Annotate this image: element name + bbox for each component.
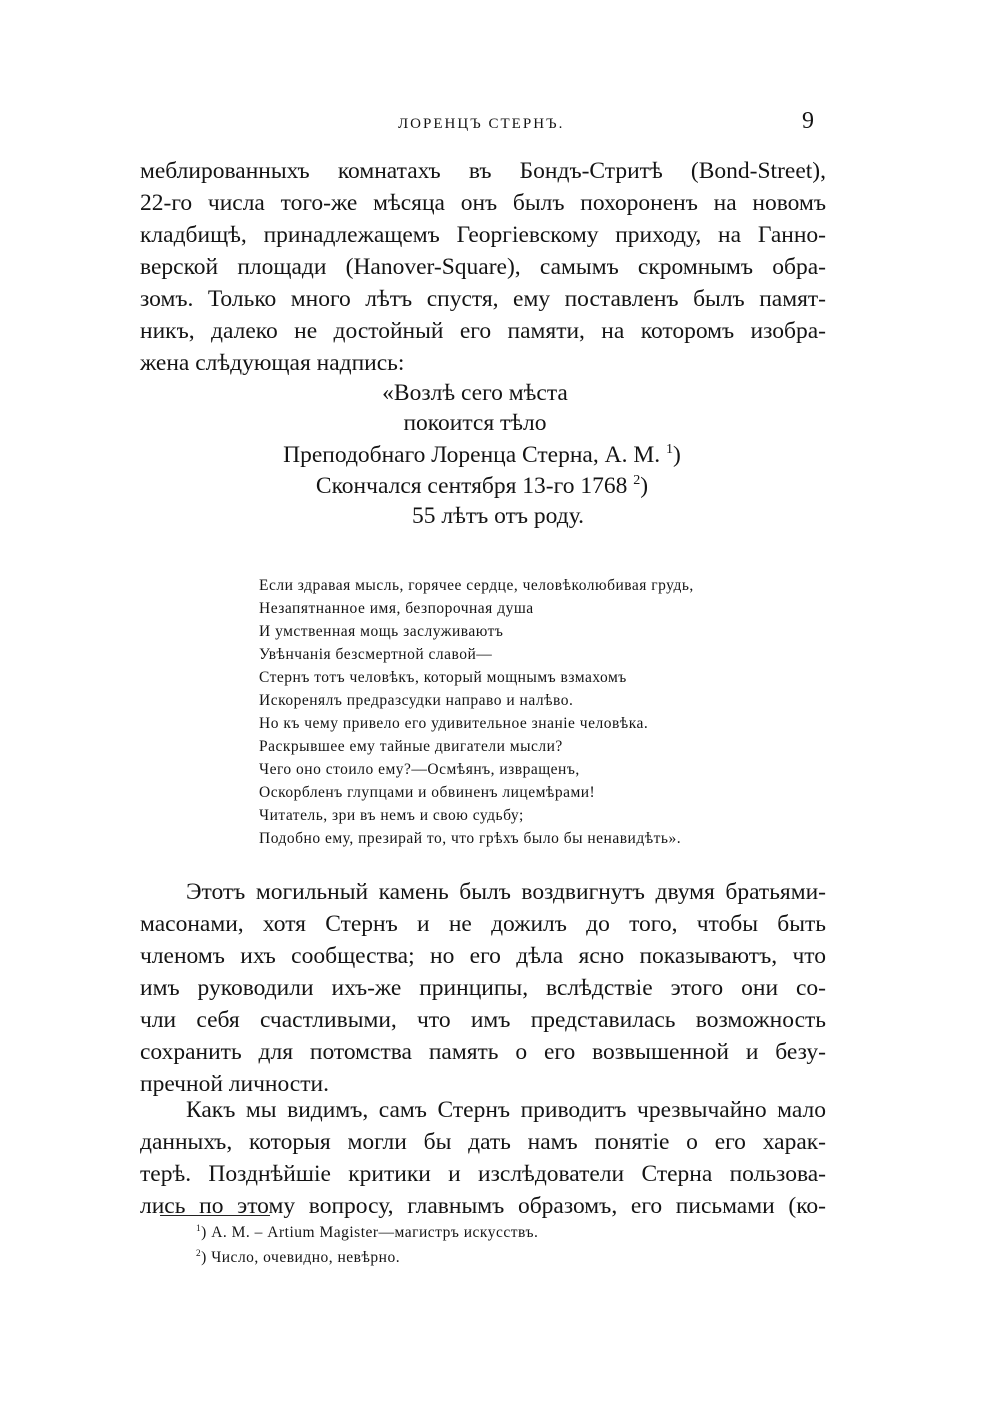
running-header: ЛОРЕНЦЪ СТЕРНЪ. — [398, 116, 565, 132]
text-line: верской площади (Hanover-Square), самымъ скромнымъ обра- — [140, 254, 826, 280]
poem-line: Стернъ тотъ человѣкъ, который мощнымъ взмахомъ — [259, 669, 627, 686]
poem-line: Увѣнчанія безсмертной славой— — [259, 646, 493, 663]
footnote-rule — [160, 1215, 270, 1216]
footnote: $^2$) Число, очевидно, невѣрно. — [196, 1249, 401, 1267]
poem-line: Оскорбленъ глупцами и обвиненъ лицемѣрами! — [259, 784, 596, 801]
text-line: никъ, далеко не достойный его памяти, на которомъ изобра- — [140, 318, 826, 344]
text-line: масонами, хотя Стернъ и не дожилъ до того, чтобы быть — [140, 911, 826, 937]
text-line: Какъ мы видимъ, самъ Стернъ приводитъ чрезвычайно мало — [186, 1097, 826, 1123]
text-line: кладбищѣ, принадлежащемъ Георгіевскому приходу, на Ганно- — [140, 222, 826, 248]
text-line: жена слѣдующая надпись: — [140, 350, 405, 376]
poem-line: Подобно ему, презирай то, что грѣхъ было бы ненавидѣть». — [259, 830, 682, 847]
inscription-line: покоится тѣло — [403, 410, 547, 436]
text-line: лись по этому вопросу, главнымъ образомъ, его письмами (ко- — [140, 1193, 826, 1219]
poem-line: Читатель, зри въ немъ и свою судьбу; — [259, 807, 524, 824]
poem-line: Искоренялъ предразсудки направо и налѣво. — [259, 692, 574, 709]
text-line: зомъ. Только много лѣтъ спустя, ему поставленъ былъ памят- — [140, 286, 826, 312]
text-line: терѣ. Позднѣйшіе критики и изслѣдователи Стерна пользова- — [140, 1161, 826, 1187]
text-line: данныхъ, которыя могли бы дать намъ понятіе о его харак- — [140, 1129, 826, 1155]
poem-line: Раскрывшее ему тайные двигатели мысли? — [259, 738, 563, 755]
inscription-line: Преподобнаго Лоренца Стерна, А. М. $^1$) — [283, 441, 681, 468]
text-line: чли себя счастливыми, что имъ представилась возможность — [140, 1007, 826, 1033]
text-line: сохранить для потомства память о его возвышенной и безу- — [140, 1039, 826, 1065]
footnote: $^1$) А. М. – Artium Magister—магистръ искусствъ. — [196, 1224, 539, 1242]
poem-line: Чего оно стоило ему?—Осмѣянъ, извращенъ, — [259, 761, 580, 778]
inscription-line: 55 лѣтъ отъ роду. — [412, 503, 584, 529]
text-line: меблированныхъ комнатахъ въ Бондъ-Стритѣ (Bond-Street), — [140, 158, 826, 184]
text-line: имъ руководили ихъ-же принципы, вслѣдствіе этого они со- — [140, 975, 826, 1001]
poem-line: Но къ чему привело его удивительное знаніе человѣка. — [259, 715, 649, 732]
text-line: пречной личности. — [140, 1071, 329, 1097]
poem-line: Если здравая мысль, горячее сердце, человѣколюбивая грудь, — [259, 577, 694, 594]
page-number: 9 — [802, 108, 814, 134]
inscription-line: Скончался сентября 13-го 1768 $^2$) — [315, 472, 649, 499]
inscription-line: «Возлѣ сего мѣста — [382, 380, 568, 406]
text-line: членомъ ихъ сообщества; но его дѣла ясно показываютъ, что — [140, 943, 826, 969]
text-line: 22-го числа того-же мѣсяца онъ былъ похороненъ на новомъ — [140, 190, 826, 216]
poem-line: Незапятнанное имя, безпорочная душа — [259, 600, 534, 617]
text-line: Этотъ могильный камень былъ воздвигнутъ двумя братьями- — [186, 879, 826, 905]
poem-line: И умственная мощь заслуживаютъ — [259, 623, 504, 640]
